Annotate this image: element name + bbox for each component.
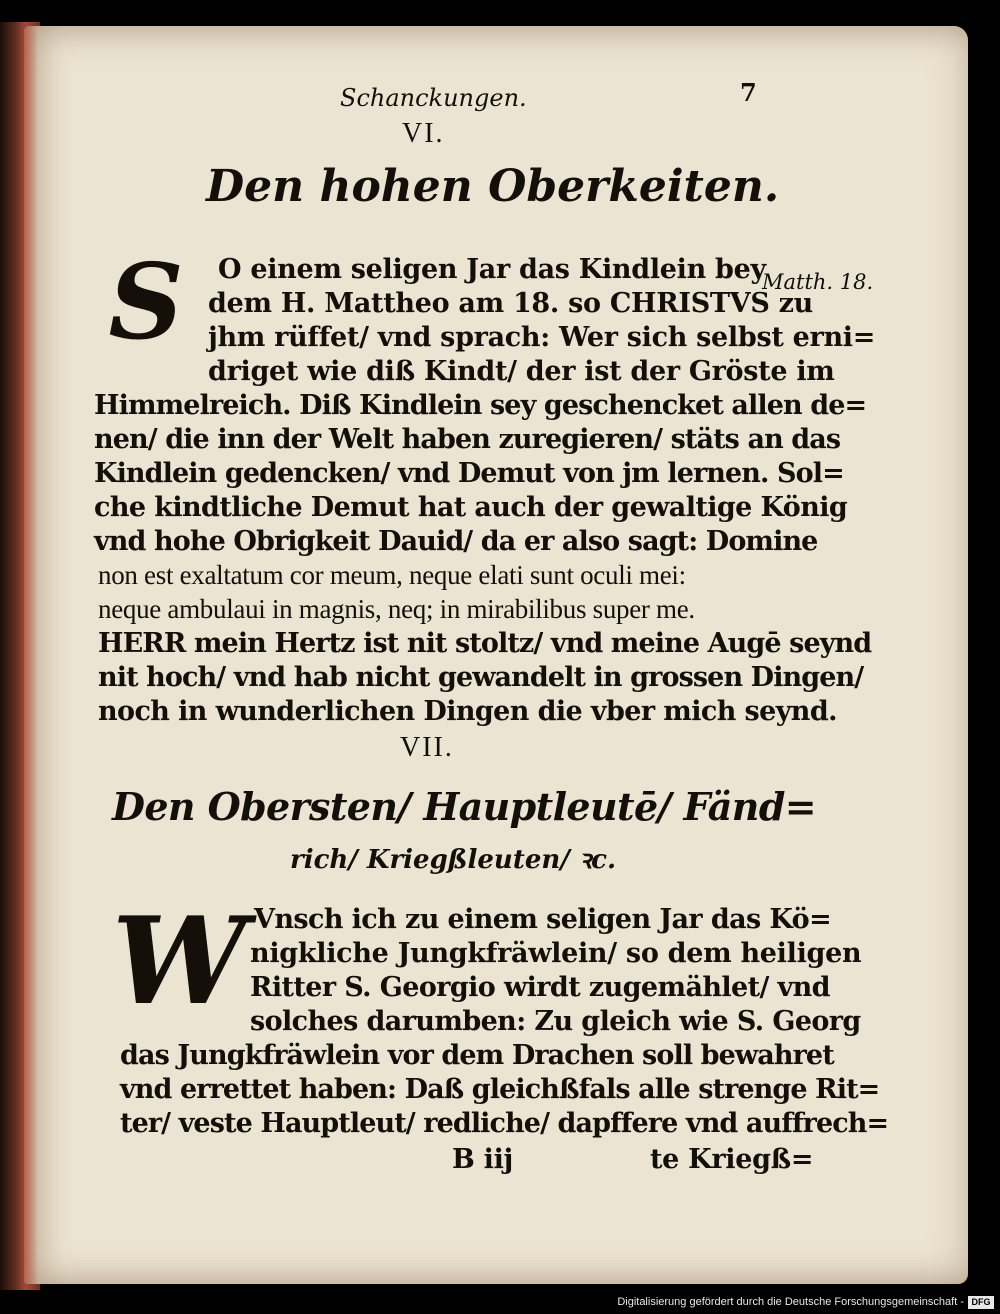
section-6-line-4: driget wie diß Kindt/ der ist der Gröste im — [208, 356, 835, 387]
section-7-line-2: nigkliche Jungkfräwlein/ so dem heiligen — [250, 938, 862, 969]
book-page — [24, 26, 968, 1284]
section-7-title-line-1: Den Obersten/ Hauptleutē/ Fänd= — [112, 784, 817, 829]
section-6-line-3: jhm rüffet/ vnd sprach: Wer sich selbst erni= — [208, 322, 876, 353]
drop-cap-w: W — [112, 891, 247, 1032]
section-6-latin-2: neque ambulaui in magnis, neq; in mirabilibus super me. — [98, 594, 695, 624]
drop-cap-s: S — [108, 240, 184, 363]
section-7-line-7: ter/ veste Hauptleut/ redliche/ dapffere vnd auffrech= — [120, 1108, 889, 1139]
page-mark: 7 — [740, 78, 757, 107]
footer-credit: Digitalisierung gefördert durch die Deutsche Forschungsgemeinschaft - — [617, 1296, 964, 1308]
section-6-line-13: nit hoch/ vnd hab nicht gewandelt in grossen Dingen/ — [98, 662, 864, 693]
section-6-numeral: VI. — [402, 118, 445, 149]
section-6-line-5: Himmelreich. Diß Kindlein sey geschencket allen de= — [94, 390, 867, 421]
section-7-numeral: VII. — [400, 732, 454, 763]
catchword: te Kriegß= — [650, 1144, 814, 1175]
section-6-line-6: nen/ die inn der Welt haben zuregieren/ stäts an das — [94, 424, 841, 455]
margin-note: Matth. 18. — [762, 270, 874, 294]
footer-bar — [0, 1290, 1000, 1314]
section-6-line-7: Kindlein gedencken/ vnd Demut von jm lernen. Sol= — [94, 458, 844, 489]
section-7-title-line-2: rich/ Kriegßleuten/ ꝛc. — [290, 845, 617, 875]
section-6-title: Den hohen Oberkeiten. — [206, 161, 780, 212]
section-6-line-12: HERR mein Hertz ist nit stoltz/ vnd meine Augē seynd — [98, 628, 872, 659]
section-7-line-4: solches darumben: Zu gleich wie S. Georg — [250, 1006, 861, 1037]
section-6-line-8: che kindtliche Demut hat auch der gewaltige König — [94, 492, 848, 523]
section-7-line-5: das Jungkfräwlein vor dem Drachen soll bewahret — [120, 1040, 834, 1071]
running-head: Schanckungen. — [340, 84, 527, 112]
section-7-line-6: vnd errettet haben: Daß gleichßfals alle strenge Rit= — [120, 1074, 880, 1105]
section-6-line-1: O einem seligen Jar das Kindlein bey — [218, 254, 766, 285]
section-6-latin-1: non est exaltatum cor meum, neque elati sunt oculi mei: — [98, 560, 686, 590]
section-6-line-14: noch in wunderlichen Dingen die vber mich seynd. — [98, 696, 837, 727]
section-6-line-2: dem H. Mattheo am 18. so CHRISTVS zu — [208, 288, 813, 319]
section-7-line-1: Vnsch ich zu einem seligen Jar das Kö= — [254, 904, 832, 935]
section-7-line-3: Ritter S. Georgio wirdt zugemählet/ vnd — [250, 972, 830, 1003]
section-6-line-9: vnd hohe Obrigkeit Dauid/ da er also sagt: Domine — [94, 526, 818, 557]
dfg-logo: DFG — [968, 1296, 994, 1309]
signature-mark: B iij — [452, 1144, 514, 1175]
